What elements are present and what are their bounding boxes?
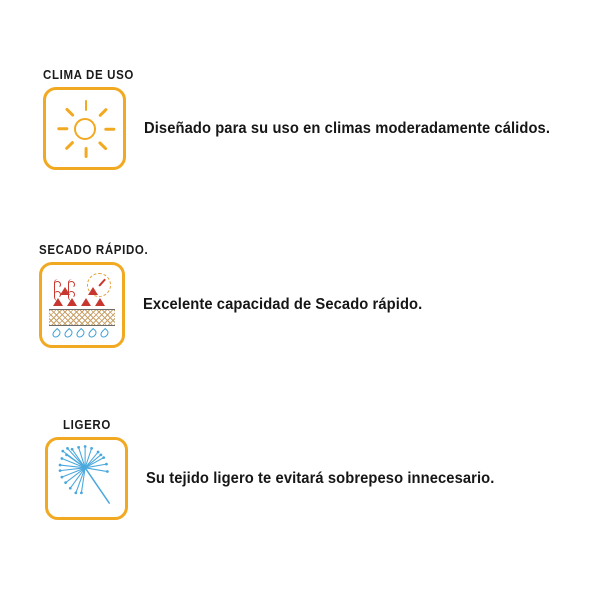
sun-ray: [85, 147, 88, 158]
sun-ray: [64, 140, 74, 150]
sun-ray: [98, 140, 108, 150]
up-arrow-icon: [67, 298, 77, 306]
feature-block-ligero: [45, 418, 513, 520]
feature-description-ligero: Su tejido ligero te evitará sobrepeso innecesario.: [146, 469, 495, 487]
icon-frame-clima-de-uso: [43, 87, 126, 170]
water-drop-icon: [63, 328, 74, 339]
water-drop-icon: [87, 328, 98, 339]
sun-ray: [64, 107, 74, 117]
feature-row-ligero: [45, 437, 513, 520]
sun-ray: [104, 127, 115, 130]
sun-ray: [57, 127, 68, 130]
icon-frame-ligero: [45, 437, 128, 520]
feature-title-clima-de-uso: CLIMA DE USO: [43, 68, 135, 82]
fabric-weave-band: [49, 309, 115, 326]
up-arrow-icon: [95, 298, 105, 306]
sun-icon: [46, 90, 123, 167]
sun-ray: [98, 107, 108, 117]
feature-block-clima-de-uso: [43, 68, 571, 170]
water-drop-icon: [51, 328, 62, 339]
feature-description-clima-de-uso: Diseñado para su uso en climas moderadamente cálidos.: [144, 119, 551, 137]
feature-title-secado-rapido: SECADO RÁPIDO.: [39, 243, 149, 257]
feature-block-secado-rapido: [39, 243, 437, 348]
feature-row-clima-de-uso: [43, 87, 571, 170]
feature-row-secado-rapido: [39, 262, 437, 348]
sun-ray: [85, 100, 88, 111]
up-arrow-icon: [88, 287, 98, 295]
dandelion-seed-icon: [48, 440, 125, 517]
up-arrow-icon: [81, 298, 91, 306]
water-drop-icon: [75, 328, 86, 339]
sun-core: [74, 118, 96, 140]
quick-dry-fabric-icon: [42, 265, 122, 345]
up-arrow-icon: [60, 287, 70, 295]
icon-frame-secado-rapido: [39, 262, 125, 348]
feature-description-secado-rapido: Excelente capacidad de Secado rápido.: [143, 296, 423, 313]
water-drop-icon: [99, 328, 110, 339]
feature-title-ligero: LIGERO: [63, 418, 111, 432]
up-arrow-icon: [53, 298, 63, 306]
